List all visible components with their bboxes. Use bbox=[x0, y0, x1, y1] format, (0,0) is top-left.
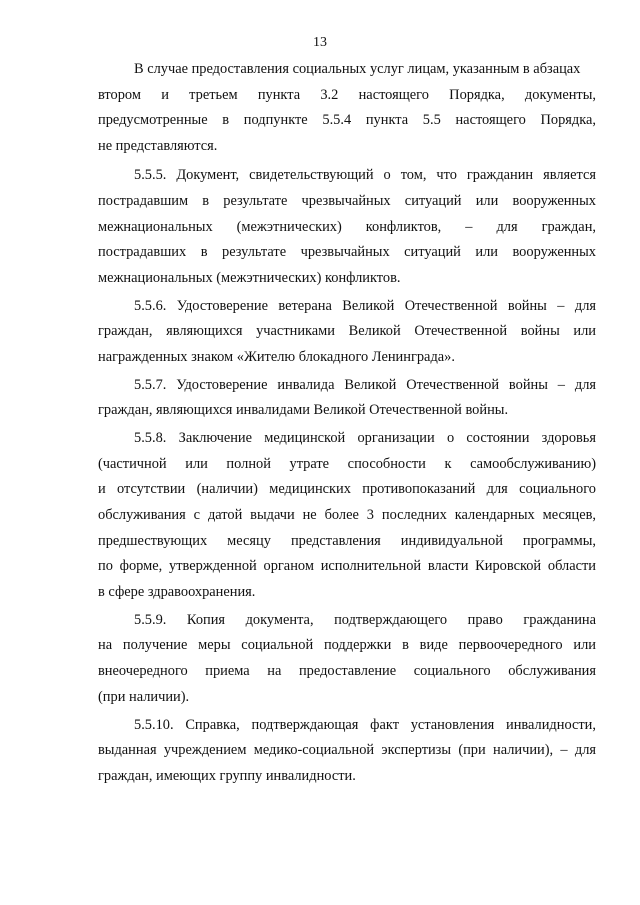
text-line: втором и третьем пункта 3.2 настоящего Порядка, документы, bbox=[98, 87, 596, 103]
page-number: 13 bbox=[313, 35, 327, 50]
text-line: на получение меры социальной поддержки в виде первоочередного или bbox=[98, 637, 596, 653]
text-line: пострадавших в результате чрезвычайных ситуаций или вооруженных bbox=[98, 244, 596, 260]
text-line: 5.5.9. Копия документа, подтверждающего право гражданина bbox=[134, 612, 596, 628]
text-line: не представляются. bbox=[98, 138, 218, 154]
text-line: обслуживания с датой выдачи не более 3 последних календарных месяцев, bbox=[98, 507, 596, 523]
text-line: В случае предоставления социальных услуг лицам, указанным в абзацах bbox=[134, 61, 581, 77]
text-line: (при наличии). bbox=[98, 689, 190, 705]
text-line: граждан, являющихся инвалидами Великой Отечественной войны. bbox=[98, 402, 509, 418]
text-line: граждан, имеющих группу инвалидности. bbox=[98, 768, 356, 784]
text-line: пострадавшим в результате чрезвычайных ситуаций или вооруженных bbox=[98, 193, 596, 209]
text-line: 5.5.6. Удостоверение ветерана Великой Отечественной войны – для bbox=[134, 298, 596, 314]
text-line: предусмотренные в подпункте 5.5.4 пункта 5.5 настоящего Порядка, bbox=[98, 112, 596, 128]
text-line: предшествующих месяцу представления индивидуальной программы, bbox=[98, 533, 596, 549]
text-line: межнациональных (межэтнических) конфликтов. bbox=[98, 270, 401, 286]
text-line: награжденных знаком «Жителю блокадного Ленинграда». bbox=[98, 349, 455, 365]
text-line: внеочередного приема на предоставление социального обслуживания bbox=[98, 663, 596, 679]
text-line: 5.5.5. Документ, свидетельствующий о том, что гражданин является bbox=[134, 167, 596, 183]
text-line: в сфере здравоохранения. bbox=[98, 584, 256, 600]
text-line: граждан, являющихся участниками Великой Отечественной войны или bbox=[98, 323, 596, 339]
text-line: 5.5.10. Справка, подтверждающая факт установления инвалидности, bbox=[134, 717, 596, 733]
text-line: 5.5.8. Заключение медицинской организации о состоянии здоровья bbox=[134, 430, 596, 446]
text-line: межнациональных (межэтнических) конфликтов, – для граждан, bbox=[98, 219, 596, 235]
text-line: (частичной или полной утрате способности к самообслуживанию) bbox=[98, 456, 596, 472]
text-line: и отсутствии (наличии) медицинских противопоказаний для социального bbox=[98, 481, 596, 497]
text-line: по форме, утвержденной органом исполнительной власти Кировской области bbox=[98, 558, 596, 574]
text-line: 5.5.7. Удостоверение инвалида Великой Отечественной войны – для bbox=[134, 377, 596, 393]
text-line: выданная учреждением медико-социальной экспертизы (при наличии), – для bbox=[98, 742, 596, 758]
